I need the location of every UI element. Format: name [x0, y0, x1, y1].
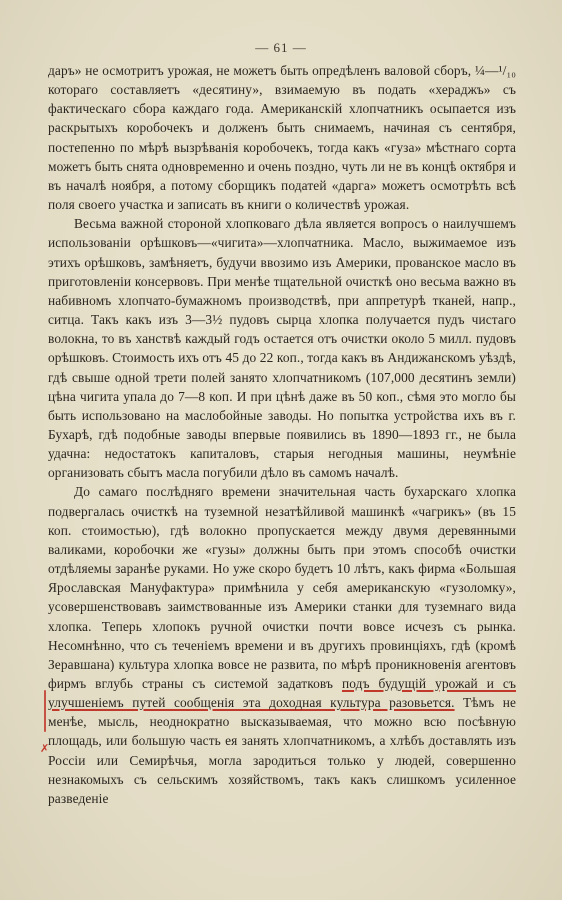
- margin-annotation-line: [44, 690, 46, 732]
- page-number: — 61 —: [255, 40, 307, 55]
- paragraph-2: Весьма важной стороной хлопковаго дѣла является вопросъ о наилучшемъ использованіи орѣшковъ—«чигита»—хлопчатника. Масло, выжимаемое изъ этихъ орѣшковъ, замѣняетъ, будучи ввозимо изъ Америки, прованское масло въ приготовленіи консервовъ. При менѣе тщательной очисткѣ оно весьма важно въ набивномъ хлопчато-бумажномъ производствѣ, при аппретурѣ тканей, напр., ситца. Такъ какъ изъ 3—3½ пудовъ сырца хлопка получается пудъ чистаго волокна, то въ ханствѣ каждый годъ остается отъ очистки около 5 милл. пудовъ орѣшковъ. Стоимость ихъ отъ 45 до 22 коп., тогда какъ въ Андижанскомъ уѣздѣ, гдѣ свыше одной трети полей занято хлопчатникомъ (107,000 десятинъ земли) цѣна чигита упала до 7—8 коп. И при цѣнѣ даже въ 50 коп., сѣмя это могло бы быть использовано на маслобойные заводы. Но попытка устройства ихъ въ г. Бухарѣ, гдѣ подобные заводы впервые появились въ 1890—1893 гг., не была удачна: недостатокъ капиталовъ, старыя негодныя машины, неумѣніе организовать сбытъ масла погубили дѣло въ самомъ началѣ.: [48, 216, 516, 481]
- underlined-passage: подъ будущій урожай и съ улучшеніемъ путей сообщенія эта доходная культура разовьется.: [48, 676, 516, 711]
- body-text: [48, 61, 516, 808]
- paragraph-3: [48, 482, 516, 808]
- paragraph-3-continuation: Тѣмъ не менѣе, мысль, неоднократно высказываемая, что можно всю посѣвную площадь, или большую часть ея занять хлопчатникомъ, а хлѣбъ доставлять изъ Россіи или Семирѣчья, могла зародиться только у людей, совершенно незнакомыхъ съ сельскимъ хозяйствомъ, такъ какъ слишкомъ усиленное разведеніе: [48, 695, 516, 806]
- margin-annotation-mark: ✗: [40, 743, 50, 755]
- paragraph-3-text: До самаго послѣдняго времени значительная часть бухарскаго хлопка подвергалась очисткѣ на туземной незатѣйливой машинкѣ «чагрикъ» (въ 15 коп. стоимостью), гдѣ волокно пропускается между двумя деревянными валиками, коробочки же «гузы» должны быть при этомъ способѣ очистки отдѣляемы заранѣе руками. Но уже скоро будетъ 10 лѣтъ, какъ фирма «Большая Ярославская Мануфактура» примѣнила у себя американскую «гузоломку», усовершенствовавъ заимствованные изъ Америки станки для туземнаго вида хлопка. Теперь хлопокъ ручной очистки почти вовсе исчезъ съ рынка. Несомнѣнно, что съ теченіемъ времени и въ другихъ провинціяхъ, гдѣ (кромѣ Зеравшана) культура хлопка вовсе не развита, по мѣрѣ проникновенія агентовъ фирмъ вглубь страны съ системой задатковъ: [48, 484, 516, 691]
- paragraph-1: даръ» не осмотритъ урожая, не можетъ быть опредѣленъ валовой сборъ, ¼—¹/₁₀ котораго составляетъ «десятину», взимаемую въ подать «хераджъ» съ фактическаго сбора каждаго года. Американскій хлопчатникъ осыпается изъ раскрытыхъ коробочекъ и долженъ быть снимаемъ, начиная съ сентября, постепенно по мѣрѣ вызрѣванія коробочекъ, тогда какъ «гуза» мѣстнаго сорта можетъ быть снята одновременно и очень поздно, чуть ли не въ концѣ октября и въ началѣ ноября, а потому сборщикъ податей «дарга» можетъ осмотрѣть всѣ поля своего участка и записать въ книги о количествѣ урожая.: [48, 63, 516, 213]
